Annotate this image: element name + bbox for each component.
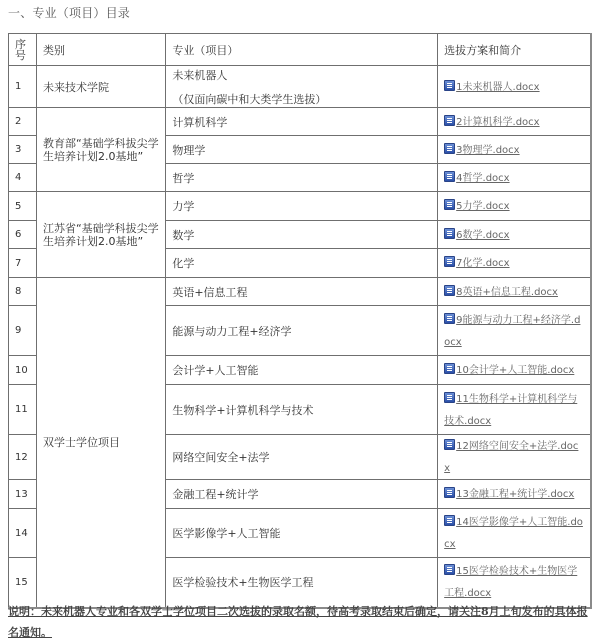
category-label: 教育部“基础学科拔尖学生培养计划2.0基地” xyxy=(42,136,159,163)
major-cell: 计算机科学 xyxy=(166,108,438,136)
file-link[interactable]: 9能源与动力工程+经济学.docx xyxy=(444,314,581,348)
major-cell: 化学 xyxy=(166,249,438,278)
header-category: 类别 xyxy=(36,34,165,66)
file-link[interactable]: 12网络空间安全+法学.docx xyxy=(444,441,579,474)
table-row xyxy=(9,278,592,306)
file-cell xyxy=(438,558,591,608)
header-major: 专业（项目） xyxy=(166,34,438,66)
row-seq: 14 xyxy=(9,509,37,558)
file-cell xyxy=(438,221,591,249)
category-cell xyxy=(36,192,165,278)
word-document-icon xyxy=(444,564,455,575)
file-cell xyxy=(438,306,591,356)
table-row xyxy=(9,192,592,221)
file-link[interactable]: 15医学检验技术+生物医学工程.docx xyxy=(444,566,578,600)
header-seq xyxy=(9,34,37,66)
file-cell xyxy=(438,356,591,385)
major-name: 未来机器人 xyxy=(172,68,228,82)
section-title: 一、专业（项目）目录 xyxy=(8,6,131,20)
file-cell xyxy=(438,66,591,108)
major-cell: 网络空间安全+法学 xyxy=(166,435,438,480)
word-document-icon xyxy=(444,80,455,91)
word-document-icon xyxy=(444,285,455,296)
word-document-icon xyxy=(444,515,455,526)
category-cell xyxy=(36,278,165,608)
word-document-icon xyxy=(444,171,455,182)
file-cell xyxy=(438,108,591,136)
word-document-icon xyxy=(444,487,455,498)
file-cell xyxy=(438,509,591,558)
major-cell: 金融工程+统计学 xyxy=(166,480,438,509)
admission-note: 说明：未来机器人专业和各双学士学位项目二次选拔的录取名额，待高考录取结束后确定，请关注8月上旬发布的具体报名通知。 xyxy=(8,605,588,639)
word-document-icon xyxy=(444,228,455,239)
word-document-icon xyxy=(444,363,455,374)
row-seq: 3 xyxy=(9,136,37,164)
major-cell: 物理学 xyxy=(166,136,438,164)
category-cell: 未来技术学院 xyxy=(36,66,165,108)
row-seq: 1 xyxy=(9,66,37,108)
major-cell: 医学检验技术+生物医学工程 xyxy=(166,558,438,608)
major-cell: 生物科学+计算机科学与技术 xyxy=(166,385,438,435)
file-cell xyxy=(438,192,591,221)
row-seq: 8 xyxy=(9,278,37,306)
file-link[interactable]: 2计算机科学.docx xyxy=(456,116,540,128)
file-link[interactable]: 5力学.docx xyxy=(456,201,510,212)
row-seq: 9 xyxy=(9,306,37,356)
word-document-icon xyxy=(444,392,455,403)
category-label: 江苏省“基础学科拔尖学生培养计划2.0基地” xyxy=(42,221,159,248)
row-seq: 7 xyxy=(9,249,37,278)
major-cell: 英语+信息工程 xyxy=(166,278,438,306)
row-seq: 12 xyxy=(9,435,37,480)
file-link[interactable]: 4哲学.docx xyxy=(456,172,510,184)
file-cell xyxy=(438,278,591,306)
table-row xyxy=(9,66,592,108)
word-document-icon xyxy=(444,143,455,154)
row-seq: 5 xyxy=(9,192,37,221)
file-cell xyxy=(438,385,591,435)
file-link[interactable]: 7化学.docx xyxy=(456,258,510,269)
major-cell xyxy=(166,66,438,108)
file-link[interactable]: 13金融工程+统计学.docx xyxy=(456,489,575,500)
row-seq: 4 xyxy=(9,164,37,192)
major-cell: 哲学 xyxy=(166,164,438,192)
word-document-icon xyxy=(444,256,455,267)
row-seq: 10 xyxy=(9,356,37,385)
file-cell xyxy=(438,435,591,480)
major-cell: 医学影像学+人工智能 xyxy=(166,509,438,558)
file-cell xyxy=(438,136,591,164)
file-link[interactable]: 1未来机器人.docx xyxy=(456,81,540,93)
header-file: 选拔方案和简介 xyxy=(438,34,591,66)
file-link[interactable]: 6数学.docx xyxy=(456,229,510,241)
file-link[interactable]: 10会计学+人工智能.docx xyxy=(456,365,575,376)
word-document-icon xyxy=(444,439,455,450)
row-seq: 6 xyxy=(9,221,37,249)
table-header-row xyxy=(9,34,592,66)
table-row xyxy=(9,108,592,136)
category-label: 双学士学位项目 xyxy=(42,435,120,449)
word-document-icon xyxy=(444,199,455,210)
major-cell: 数学 xyxy=(166,221,438,249)
major-cell: 会计学+人工智能 xyxy=(166,356,438,385)
file-cell xyxy=(438,249,591,278)
file-link[interactable]: 11生物科学+计算机科学与技术.docx xyxy=(444,393,578,427)
major-note: （仅面向碳中和大类学生选拔） xyxy=(172,92,327,106)
major-cell: 能源与动力工程+经济学 xyxy=(166,306,438,356)
word-document-icon xyxy=(444,115,455,126)
file-link[interactable]: 14医学影像学+人工智能.docx xyxy=(444,517,583,550)
row-seq: 11 xyxy=(9,385,37,435)
major-catalog-table xyxy=(8,33,592,609)
row-seq: 15 xyxy=(9,558,37,608)
file-link[interactable]: 3物理学.docx xyxy=(456,144,520,156)
file-link[interactable]: 8英语+信息工程.docx xyxy=(456,286,558,298)
category-cell xyxy=(36,108,165,192)
row-seq: 13 xyxy=(9,480,37,509)
row-seq: 2 xyxy=(9,108,37,136)
major-cell: 力学 xyxy=(166,192,438,221)
header-seq-label: 序号 xyxy=(15,37,26,62)
file-cell xyxy=(438,164,591,192)
file-cell xyxy=(438,480,591,509)
word-document-icon xyxy=(444,313,455,324)
